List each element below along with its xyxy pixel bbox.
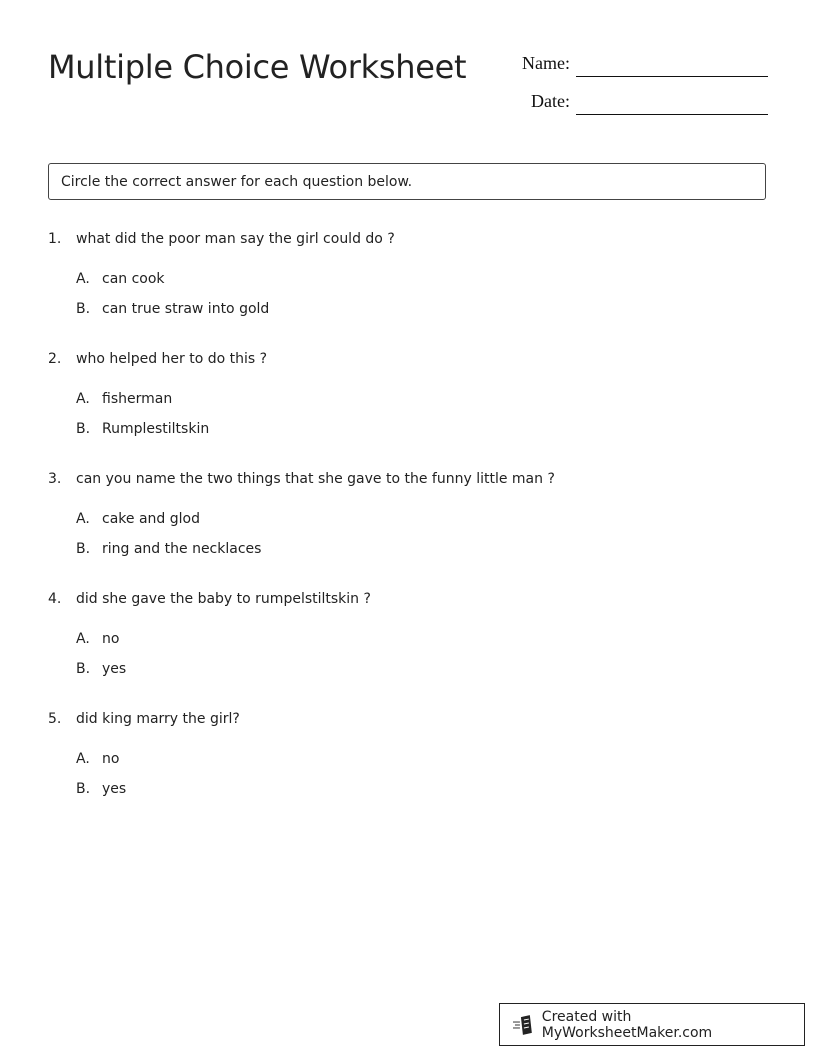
question-text: can you name the two things that she gave to the funny little man ? xyxy=(76,471,555,487)
option-text: no xyxy=(102,751,120,767)
question-number: 3. xyxy=(48,471,62,487)
question-text: what did the poor man say the girl could do ? xyxy=(76,231,395,247)
option-letter: B. xyxy=(76,541,91,557)
option-letter: B. xyxy=(76,661,91,677)
question-number: 4. xyxy=(48,591,62,607)
option-text: no xyxy=(102,631,120,647)
question-number: 1. xyxy=(48,231,62,247)
worksheet-logo-icon xyxy=(512,1014,536,1036)
question-text: who helped her to do this ? xyxy=(76,351,268,367)
date-line[interactable] xyxy=(576,114,768,115)
option-letter: B. xyxy=(76,301,91,317)
question-text: did king marry the girl? xyxy=(76,711,240,727)
answer-option[interactable] xyxy=(76,271,165,287)
name-label: Name: xyxy=(522,53,570,73)
answer-option[interactable] xyxy=(76,421,209,437)
answer-option[interactable] xyxy=(76,301,269,317)
question-number: 5. xyxy=(48,711,62,727)
option-letter: A. xyxy=(76,271,90,287)
answer-option[interactable] xyxy=(76,511,200,527)
option-letter: A. xyxy=(76,511,90,527)
footer-badge xyxy=(499,1003,805,1046)
option-text: fisherman xyxy=(102,391,173,407)
option-text: can cook xyxy=(102,271,165,287)
option-text: Rumplestiltskin xyxy=(102,421,210,437)
option-letter: A. xyxy=(76,391,90,407)
answer-option[interactable] xyxy=(76,631,119,647)
answer-option[interactable] xyxy=(76,781,126,797)
option-text: cake and glod xyxy=(102,511,200,527)
answer-option[interactable] xyxy=(76,751,119,767)
option-text: can true straw into gold xyxy=(102,301,270,317)
question-number: 2. xyxy=(48,351,62,367)
name-line[interactable] xyxy=(576,76,768,77)
answer-option[interactable] xyxy=(76,661,126,677)
answer-option[interactable] xyxy=(76,541,261,557)
answer-option[interactable] xyxy=(76,391,172,407)
question-text: did she gave the baby to rumpelstiltskin ? xyxy=(76,591,371,607)
option-letter: A. xyxy=(76,631,90,647)
option-text: ring and the necklaces xyxy=(102,541,262,557)
option-text: yes xyxy=(102,781,127,797)
option-letter: B. xyxy=(76,421,91,437)
footer-text: Created with MyWorksheetMaker.com xyxy=(541,1008,713,1041)
date-label: Date: xyxy=(531,91,570,111)
option-letter: B. xyxy=(76,781,91,797)
option-text: yes xyxy=(102,661,127,677)
page-title: Multiple Choice Worksheet xyxy=(48,48,467,86)
option-letter: A. xyxy=(76,751,90,767)
instructions-box: Circle the correct answer for each question below. xyxy=(48,163,766,200)
